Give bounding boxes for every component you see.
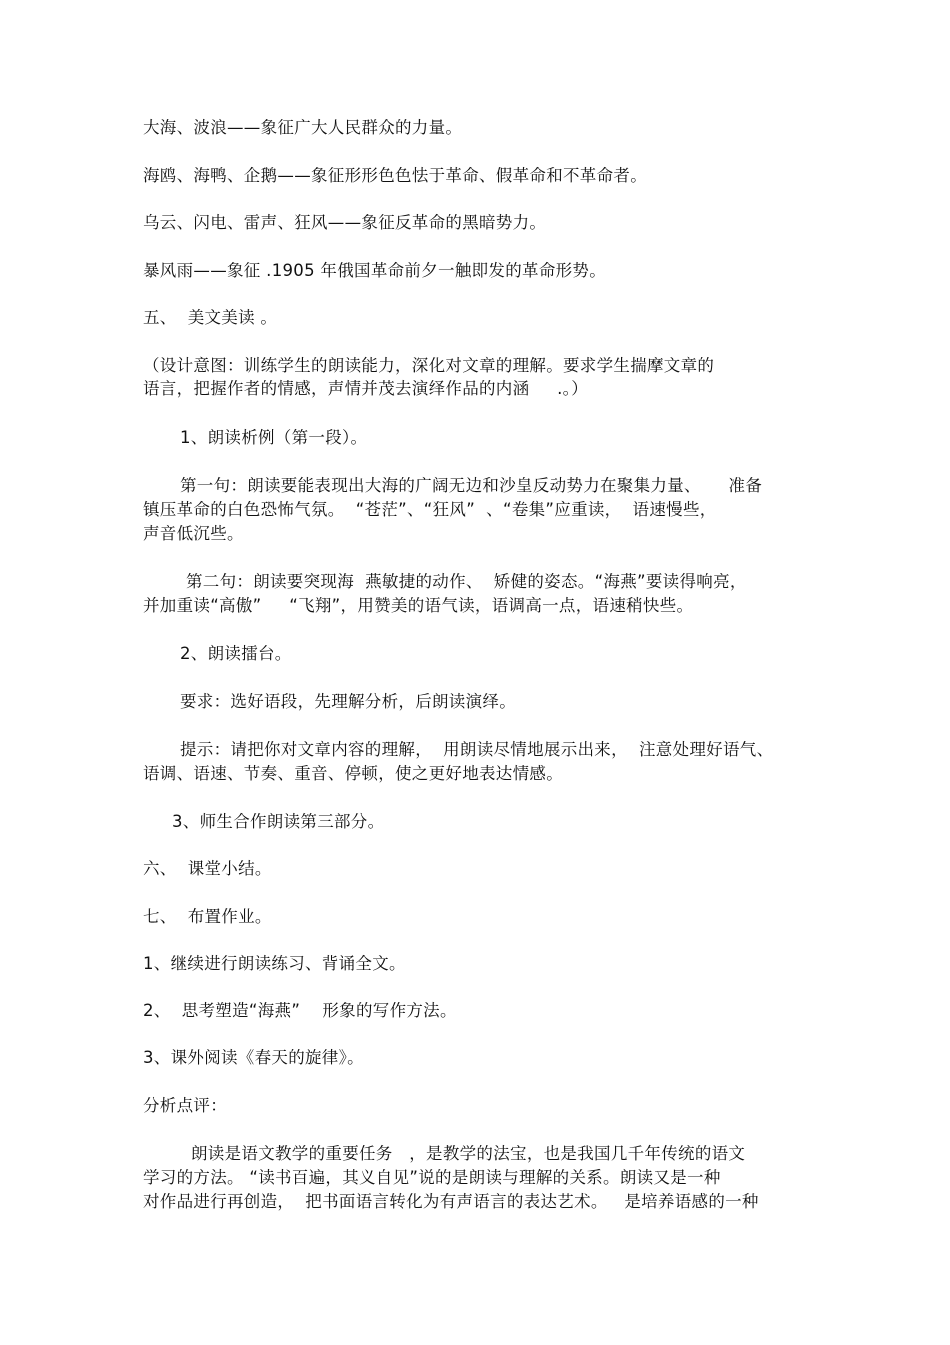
design-intent-line-1: （设计意图：训练学生的朗读能力，深化对文章的理解。要求学生揣摩文章的 xyxy=(143,356,715,375)
section-heading-7: 七、 布置作业。 xyxy=(143,907,272,926)
analysis-line-3: 对作品进行再创造， 把书面语言转化为有声语言的表达艺术。 是培养语感的一种 xyxy=(143,1192,759,1211)
analysis-line-1: 朗读是语文教学的重要任务 ，是教学的法宝，也是我国几千年传统的语文 xyxy=(191,1144,746,1163)
requirement-line: 要求：选好语段，先理解分析，后朗读演绎。 xyxy=(180,692,516,711)
subheading-cooperative-reading: 3、师生合作朗读第三部分。 xyxy=(172,812,385,831)
homework-item-1: 1、继续进行朗读练习、背诵全文。 xyxy=(143,954,406,973)
second-sentence-line-1: 第二句：朗读要突现海 燕敏捷的动作、 矫健的姿态。“海燕”要读得响亮， xyxy=(186,572,747,591)
symbol-storm-forces: 乌云、闪电、雷声、狂风——象征反革命的黑暗势力。 xyxy=(143,213,547,232)
design-intent-line-2: 语言，把握作者的情感，声情并茂去演绎作品的内涵 .。） xyxy=(143,379,589,398)
first-sentence-line-1: 第一句：朗读要能表现出大海的广阔无边和沙皇反动势力在聚集力量、 准备 xyxy=(180,476,763,495)
first-sentence-line-3: 声音低沉些。 xyxy=(143,524,244,543)
symbol-rainstorm: 暴风雨——象征 .1905 年俄国革命前夕一触即发的革命形势。 xyxy=(143,261,607,280)
homework-item-3: 3、课外阅读《春天的旋律》。 xyxy=(143,1048,364,1067)
tip-line-1: 提示：请把你对文章内容的理解， 用朗读尽情地展示出来， 注意处理好语气、 xyxy=(180,740,774,759)
subheading-reading-example: 1、朗读析例（第一段）。 xyxy=(180,428,368,447)
tip-line-2: 语调、语速、节奏、重音、停顿，使之更好地表达情感。 xyxy=(143,764,563,783)
subheading-reading-contest: 2、朗读擂台。 xyxy=(180,644,292,663)
analysis-heading: 分析点评： xyxy=(143,1096,227,1115)
symbol-seabirds: 海鸥、海鸭、企鹅——象征形形色色怯于革命、假革命和不革命者。 xyxy=(143,166,647,185)
section-heading-5: 五、 美文美读 。 xyxy=(143,308,278,327)
symbol-sea-waves: 大海、波浪——象征广大人民群众的力量。 xyxy=(143,118,463,137)
first-sentence-line-2: 镇压革命的白色恐怖气氛。 “苍茫”、“狂风” 、“卷集”应重读， 语速慢些， xyxy=(143,500,717,519)
second-sentence-line-2: 并加重读“高傲” “飞翔”，用赞美的语气读，语调高一点，语速稍快些。 xyxy=(143,596,694,615)
section-heading-6: 六、 课堂小结。 xyxy=(143,859,272,878)
homework-item-2: 2、 思考塑造“海燕” 形象的写作方法。 xyxy=(143,1001,457,1020)
analysis-line-2: 学习的方法。 “读书百遍，其义自见”说的是朗读与理解的关系。朗读又是一种 xyxy=(143,1168,721,1187)
